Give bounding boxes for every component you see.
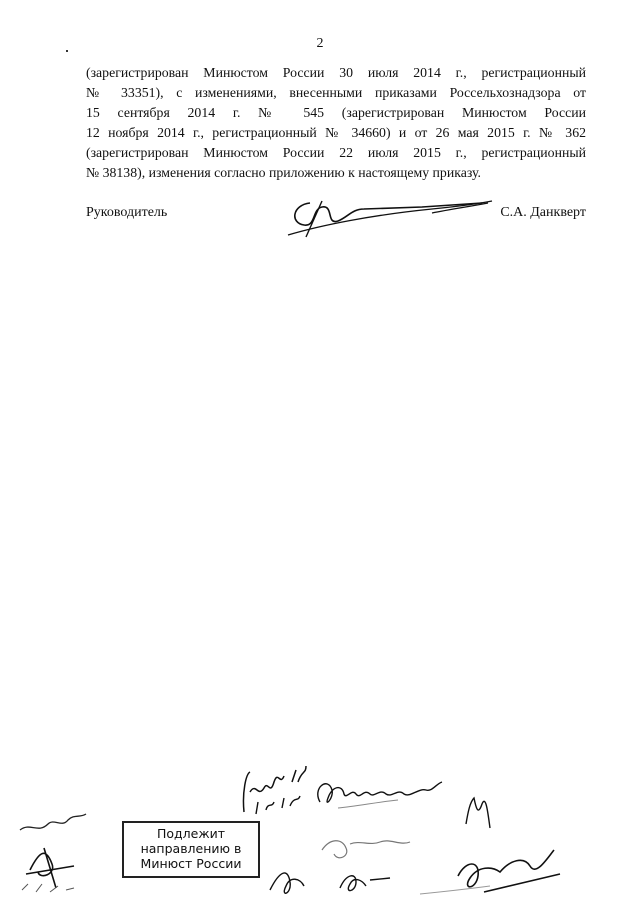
body-paragraph	[86, 63, 586, 183]
signature-block	[86, 205, 586, 245]
stamp-ministry-of-justice	[122, 821, 260, 878]
handwritten-left-marks	[10, 800, 100, 900]
handwritten-signature	[282, 195, 512, 245]
page-number: 2	[316, 36, 324, 51]
body-line: (зарегистрирован Минюстом России 22 июля 2015 г., регистрационный	[86, 145, 586, 160]
body-line: 15 сентября 2014 г. № 545 (зарегистрирован Минюстом России	[86, 105, 586, 120]
handwritten-date-mark	[236, 752, 316, 822]
body-line: № 33351), с изменениями, внесенными приказами Россельхознадзора от	[86, 85, 586, 100]
signatory-title: Руководитель	[86, 205, 168, 220]
handwritten-lower-signatures	[230, 820, 630, 905]
body-line: (зарегистрирован Минюстом России 30 июля 2014 г., регистрационный	[86, 65, 586, 80]
stamp-line: направлению в	[140, 841, 242, 856]
stamp-line: Подлежит	[156, 826, 226, 841]
signatory-name: С.А. Данкверт	[500, 205, 586, 220]
body-line: № 38138), изменения согласно приложению к настоящему приказу.	[86, 165, 481, 180]
stamp-line: Минюст России	[140, 856, 242, 871]
body-line: 12 ноября 2014 г., регистрационный № 34660) и от 26 мая 2015 г. № 362	[86, 125, 586, 140]
handwritten-approval-signature	[308, 768, 448, 818]
